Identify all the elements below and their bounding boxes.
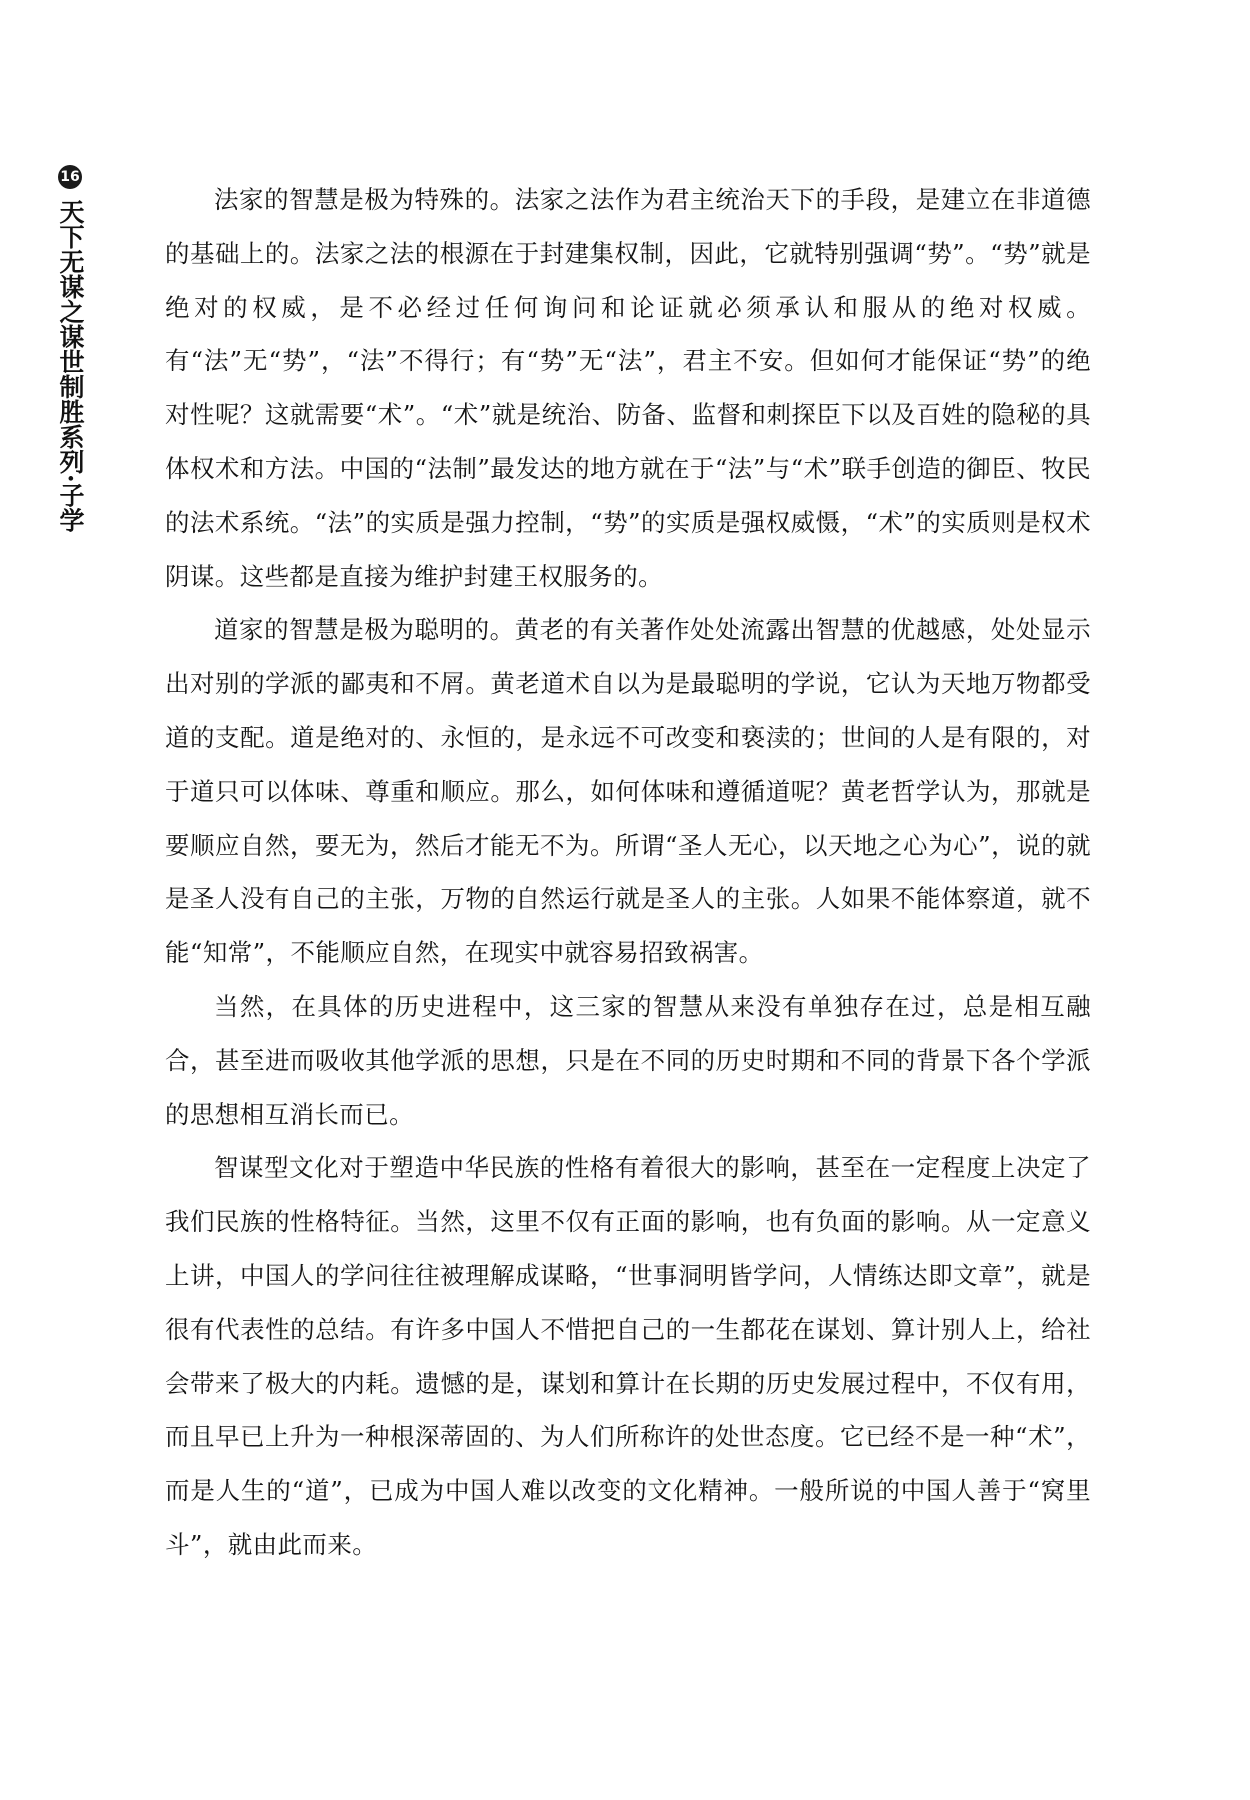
paragraph-strategic-culture: 智谋型文化对于塑造中华民族的性格有着很大的影响，甚至在一定程度上决定了我们民族的性格特征。当然，这里不仅有正面的影响，也有负面的影响。从一定意义上讲，中国人的学问往往被理解成谋略，“世事洞明皆学问，人情练达即文章”，就是很有代表性的总结。有许多中国人不惜把自己的一生都花在谋划、算计别人上，给社会带来了极大的内耗。遗憾的是，谋划和算计在长期的历史发展过程中，不仅有用，而且早已上升为一种根深蒂固的、为人们所称许的处世态度。它已经不是一种“术”，而是人生的“道”，已成为中国人难以改变的文化精神。一般所说的中国人善于“窝里斗”，就由此而来。	[165, 1153, 1091, 1559]
paragraph-taoism: 道家的智慧是极为聪明的。黄老的有关著作处处流露出智慧的优越感，处处显示出对别的学派的鄙夷和不屑。黄老道术自以为是最聪明的学说，它认为天地万物都受道的支配。道是绝对的、永恒的，是永远不可改变和亵渎的；世间的人是有限的，对于道只可以体味、尊重和顺应。那么，如何体味和遵循道呢？黄老哲学认为，那就是要顺应自然，要无为，然后才能无不为。所谓“圣人无心，以天地之心为心”，说的就是圣人没有自己的主张，万物的自然运行就是圣人的主张。人如果不能体察道，就不能“知常”，不能顺应自然，在现实中就容易招致祸害。	[165, 615, 1091, 968]
paragraph-fusion: 当然，在具体的历史进程中，这三家的智慧从来没有单独存在过，总是相互融合，甚至进而吸收其他学派的思想，只是在不同的历史时期和不同的背景下各个学派的思想相互消长而已。	[165, 991, 1091, 1129]
page-number: 16	[58, 165, 82, 189]
series-title: 天下无谋之谋世制胜系列·子学	[56, 199, 85, 533]
running-header	[50, 165, 90, 533]
paragraph-legalism: 法家的智慧是极为特殊的。法家之法作为君主统治天下的手段，是建立在非道德的基础上的。法家之法的根源在于封建集权制，因此，它就特别强调“势”。“势”就是绝对的权威，是不必经过任何询问和论证就必须承认和服从的绝对权威。有“法”无“势”，“法”不得行；有“势”无“法”，君主不安。但如何才能保证“势”的绝对性呢？这就需要“术”。“术”就是统治、防备、监督和刺探臣下以及百姓的隐秘的具体权术和方法。中国的“法制”最发达的地方就在于“法”与“术”联手创造的御臣、牧民的法术系统。“法”的实质是强力控制，“势”的实质是强权威慑，“术”的实质则是权术阴谋。这些都是直接为维护封建王权服务的。	[165, 185, 1091, 591]
body-text	[165, 173, 1091, 1572]
